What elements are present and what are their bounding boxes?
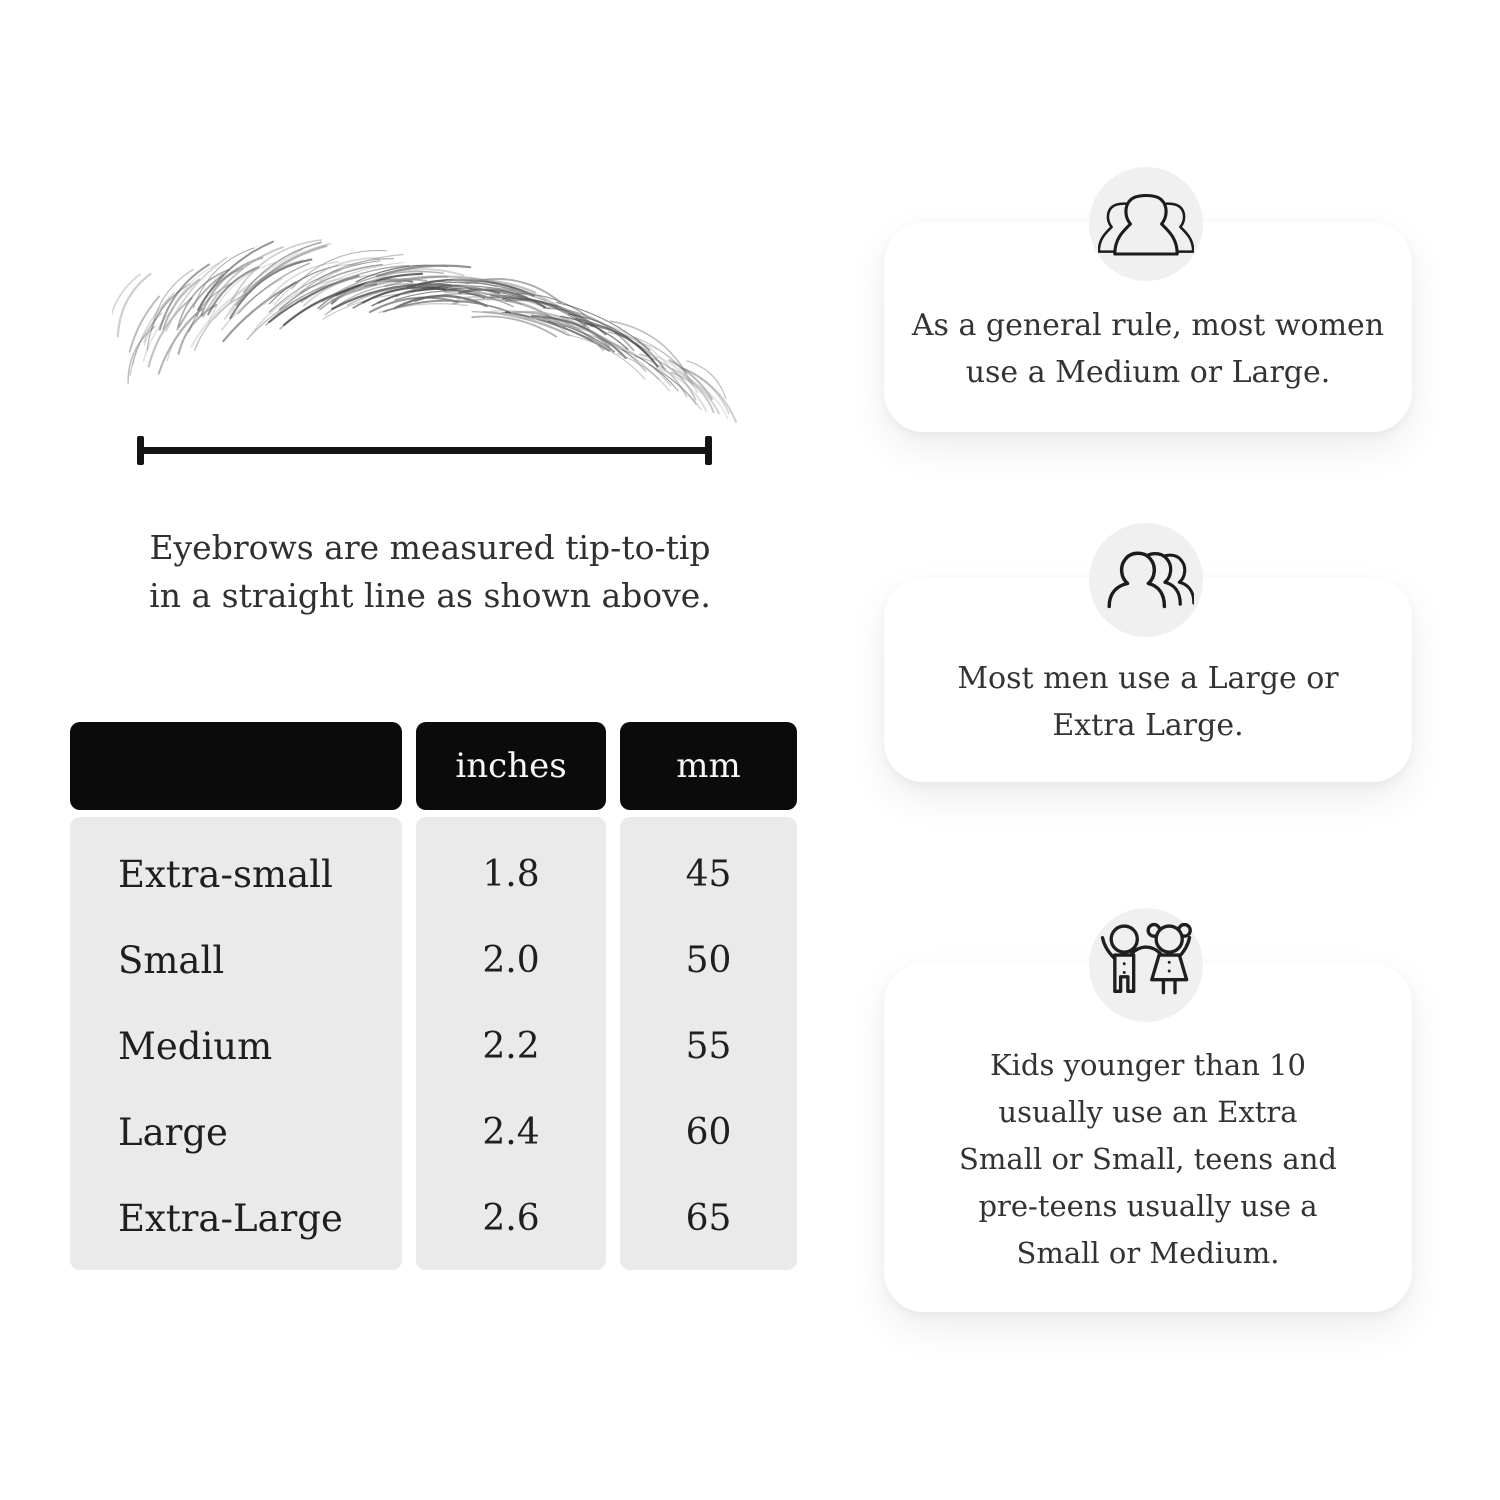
women-group-icon — [1098, 176, 1194, 272]
table-cell-inches: 1.8 — [482, 853, 540, 895]
card-text-line: Kids younger than 10 — [989, 1048, 1307, 1082]
card-text-line: pre-teens usually use a — [978, 1189, 1318, 1223]
card-text-line: Small or Medium. — [1016, 1236, 1280, 1270]
table-row-label: Medium — [118, 1024, 273, 1068]
card-text-line: usually use an Extra — [998, 1095, 1298, 1129]
card-text-line: Extra Large. — [1052, 708, 1244, 743]
table-row-label: Extra-Large — [118, 1196, 343, 1240]
measurement-caption — [70, 524, 790, 620]
size-table-body-size — [70, 817, 402, 1270]
measurement-line — [140, 447, 712, 454]
table-cell-mm: 65 — [685, 1197, 732, 1239]
table-row-label: Extra-small — [118, 852, 333, 896]
table-row-label: Large — [118, 1110, 228, 1154]
kids-icon — [1098, 917, 1194, 1013]
card-text-line: As a general rule, most women — [911, 308, 1385, 343]
size-table-header-inches: inches — [416, 722, 606, 810]
table-cell-mm: 45 — [685, 853, 732, 895]
card-kids-text — [959, 1042, 1337, 1277]
eyebrow-illustration — [112, 232, 744, 437]
table-cell-mm: 55 — [685, 1025, 732, 1067]
size-table-header-blank — [70, 722, 402, 810]
table-cell-mm: 50 — [685, 939, 732, 981]
table-cell-inches: 2.4 — [482, 1111, 540, 1153]
men-group-icon — [1098, 532, 1194, 628]
measurement-left-tick — [137, 436, 144, 465]
card-text-line: Most men use a Large or — [957, 661, 1339, 696]
icon-badge-men — [1089, 523, 1203, 637]
measurement-caption-line1: Eyebrows are measured tip-to-tip — [149, 528, 711, 567]
measurement-caption-line2: in a straight line as shown above. — [149, 576, 711, 615]
table-cell-inches: 2.0 — [482, 939, 540, 981]
icon-badge-women — [1089, 167, 1203, 281]
size-table-header-mm: mm — [620, 722, 797, 810]
icon-badge-kids — [1089, 908, 1203, 1022]
table-cell-mm: 60 — [685, 1111, 732, 1153]
table-row-label: Small — [118, 938, 225, 982]
card-text-line: use a Medium or Large. — [965, 355, 1331, 390]
measurement-right-tick — [705, 436, 712, 465]
table-cell-inches: 2.2 — [482, 1025, 540, 1067]
size-table-body-mm — [620, 817, 797, 1270]
table-cell-inches: 2.6 — [482, 1197, 540, 1239]
card-men-text — [957, 655, 1338, 749]
card-text-line: Small or Small, teens and — [959, 1142, 1337, 1176]
size-table-body-inches — [416, 817, 606, 1270]
card-women-text — [912, 302, 1384, 396]
